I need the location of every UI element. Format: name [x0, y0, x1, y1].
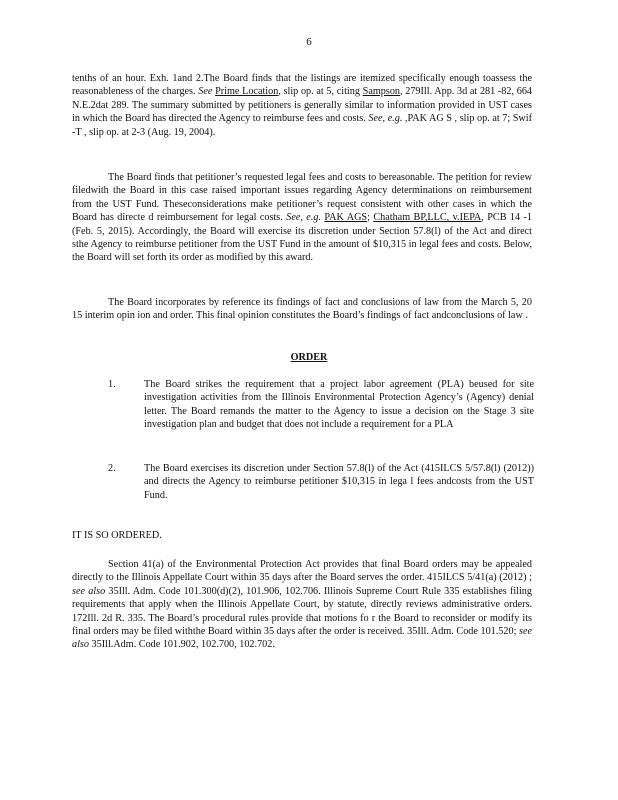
- text: The Board finds that petitioner’s requested legal fees and costs to bereasonable. The petition for review filedwith the Board in this case raised important issues regarding Agency determinations on reimbursement from the UST Fund. Theseconsiderations make petitioner’s request consistent with other cases in which the Board has directe d reimbursement for legal costs.: [72, 172, 532, 224]
- paragraph-itemized-fees: [72, 72, 532, 139]
- order-item-text: The Board strikes the requirement that a project labor agreement (PLA) beused for site investigation activities from the Illinois Environmental Protection Agency’s (Agency) denial letter. The Board remands the matter to the Agency to issue a decision on the Stage 3 site investigation plan and budget that does not include a requirement for a PLA: [144, 379, 534, 431]
- text: ;: [367, 212, 370, 224]
- text: The Board incorporates by reference its findings of fact and conclusions of law from the March 5, 20 15 interim opin ion and order. This final opinion constitutes the Board’s findings of fact andconclusions of law .: [72, 297, 532, 322]
- order-item-number: 1.: [108, 379, 116, 390]
- text: Section 41(a) of the Environmental Protection Act provides that final Board orders may be appealed directly to the Illinois Appellate Court within 35 days after the Board serves the order. 415ILCS 5/41(a) (2012) ;: [72, 559, 532, 584]
- order-item-number: 2.: [108, 463, 116, 474]
- signal-see-eg: See, e.g.: [368, 113, 403, 125]
- text: tenths of an hour. Exh. 1and 2.The Board finds that the listings are itemized specifically enough toassess the reasonableness of the charges.: [72, 73, 532, 98]
- paragraph-reasonableness: [72, 171, 532, 265]
- signal-see: See: [198, 86, 213, 98]
- page-number: 6: [306, 36, 312, 48]
- text: 35Ill. Adm. Code 101.300(d)(2), 101.906, 102.706. Illinois Supreme Court Rule 335 establishes filing requirements that apply when the Illinois Appellate Court, by statute, directly reviews administrative orders. 172Ill. 2d R. 335. The Board’s procedural rules provide that motions fo r the Board to reconsider or modify its final orders may be filed withthe Board within 35 days after the order is received. 35Ill. Adm. Code 101.520;: [72, 585, 532, 638]
- paragraph-incorporation: [72, 296, 532, 323]
- order-item-text: The Board exercises its discretion under Section 57.8(l) of the Act (415ILCS 5/57.8(l) (2012)) and directs the Agency to reimburse petitioner $10,315 in lega l fees andcosts from the UST Fund.: [144, 463, 534, 501]
- signal-see-also: see also: [72, 626, 532, 651]
- order-heading: [0, 352, 618, 363]
- signal-see-eg: See, e.g.: [286, 212, 322, 224]
- paragraph-appeal-rights: [72, 558, 532, 652]
- signal-see-also: see also: [72, 585, 106, 597]
- text: , PCB 14 -1 (Feb. 5, 2015). Accordingly, the Board will exercise its discretion under Section 57.8(l) of the Act and direct sthe Agency to reimburse petitioner from the UST Fund in the amount of $10,315 in legal fees and costs. Below, the Board will set forth its order as modified by this award.: [72, 212, 532, 264]
- so-ordered: IT IS SO ORDERED.: [72, 530, 162, 541]
- text: 35Ill.Adm. Code 101.902, 102.700, 102.702.: [91, 639, 275, 651]
- citation-chatham: Chatham BP,LLC, v.IEPA: [373, 212, 482, 224]
- citation-sampson: Sampson: [362, 86, 401, 98]
- heading-text: ORDER: [290, 352, 328, 363]
- text: ,PAK AG S , slip op. at 7; Swif -T , slip op. at 2-3 (Aug. 19, 2004).: [72, 113, 533, 138]
- citation-prime-location: Prime Location: [215, 86, 279, 98]
- text: , slip op. at 5, citing: [278, 86, 360, 98]
- text: , 279Ill. App. 3d at 281 -82, 664 N.E.2dat 289. The summary submitted by petitioners is generally similar to information provided in UST cases in which the Board has directed the Agency to reimburse fees and costs.: [72, 86, 533, 125]
- citation-pak-ags: PAK AGS: [324, 212, 368, 224]
